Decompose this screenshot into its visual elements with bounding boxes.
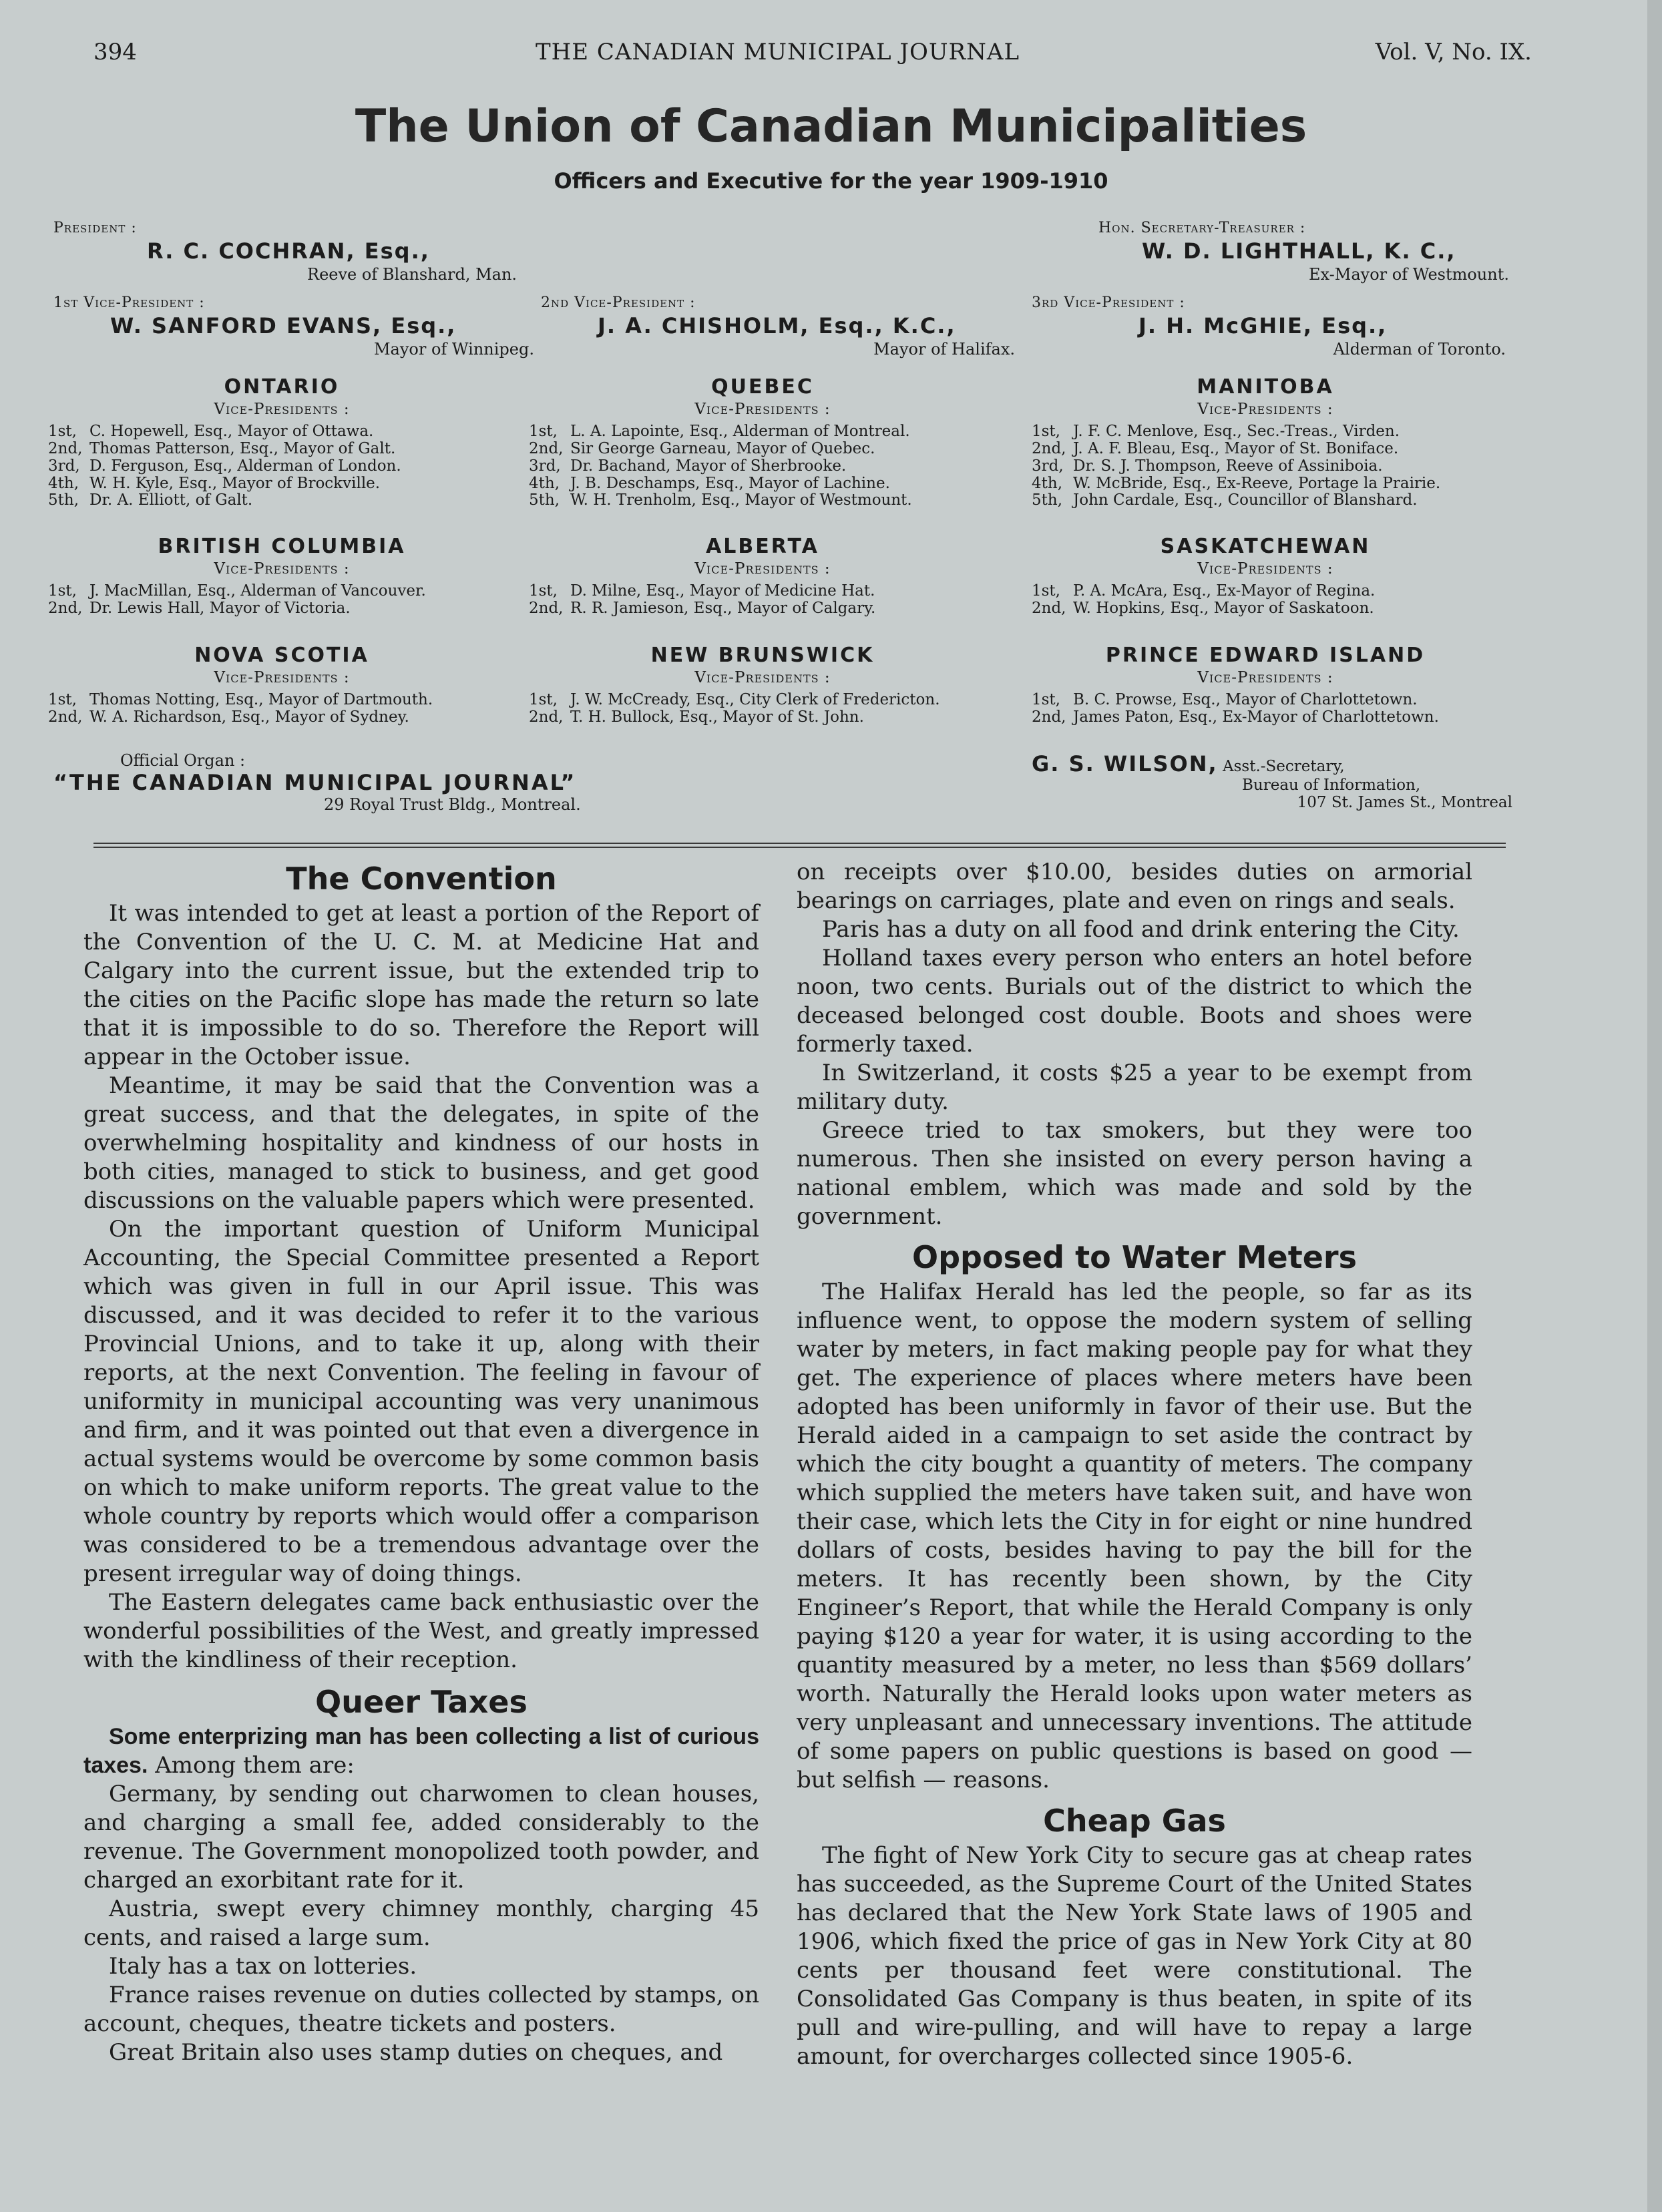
paragraph: Italy has a tax on lotteries. (109, 1953, 417, 1980)
president-name: R. C. COCHRAN, Esq., (147, 238, 430, 264)
vp-label: Vice-Presidents : (214, 560, 350, 578)
vp-row: 1st, B. C. Prowse, Esq., Mayor of Charlottetown. (1032, 691, 1418, 709)
vp2-block (541, 294, 1015, 359)
asst-secretary-address: 107 St. James St., Montreal (1297, 794, 1512, 811)
secretary-treasurer-role: Hon. Secretary-Treasurer : (1098, 220, 1306, 236)
vp-row: 1st, C. Hopewell, Esq., Mayor of Ottawa. (48, 423, 374, 441)
paragraph: France raises revenue on duties collected by stamps, on account, cheques, theatre tickets and posters. (83, 1982, 759, 2037)
journal-title: THE CANADIAN MUNICIPAL JOURNAL (535, 39, 1020, 65)
vp-row: 3rd, Dr. Bachand, Mayor of Sherbrooke. (529, 457, 847, 475)
vp1-block (53, 294, 534, 359)
vp-label: Vice-Presidents : (1197, 560, 1333, 578)
heading-convention: The Convention (286, 861, 557, 897)
masthead-title: The Union of Canadian Municipalities (355, 100, 1307, 153)
paragraph: The fight of New York City to secure gas at cheap rates has succeeded, as the Supreme Court of the United States has declared that the New York State laws of 1905 and 1906, which fixed the price of gas in New York City at 80 cents per thousand feet were constitutional. The Consolidated Gas Company is thus beaten, in spite of its pull and wire-pulling, and will have to repay a large amount, for overcharges collected since 1905-6. (797, 1842, 1472, 2070)
paragraph: The Eastern delegates came back enthusiastic over the wonderful possibilities of the West, and greatly impressed with the kindliness of their reception. (83, 1589, 759, 1673)
paragraph: Paris has a duty on all food and drink entering the City. (822, 916, 1460, 943)
official-organ-label: Official Organ : (120, 751, 246, 770)
president-title: Reeve of Blanshard, Man. (307, 264, 517, 284)
province-name: SASKATCHEWAN (1160, 535, 1371, 558)
vp-row: 5th, W. H. Trenholm, Esq., Mayor of Westmount. (529, 491, 912, 509)
vp-row: 2nd, R. R. Jamieson, Esq., Mayor of Calgary. (529, 600, 876, 618)
asst-secretary-dept: Bureau of Information, (1242, 777, 1421, 794)
vp-label: Vice-Presidents : (694, 668, 831, 686)
vp-row: 1st, J. MacMillan, Esq., Alderman of Vancouver. (48, 582, 426, 600)
province-ontario (48, 376, 515, 509)
province-name: NOVA SCOTIA (194, 644, 369, 667)
asst-secretary-role: Asst.-Secretary, (1223, 758, 1345, 775)
official-organ-name: “THE CANADIAN MUNICIPAL JOURNAL” (53, 770, 577, 795)
volume-number: Vol. V, No. IX. (1375, 39, 1532, 65)
vp-row: 2nd, Thomas Patterson, Esq., Mayor of Galt. (48, 440, 396, 458)
paragraph: Meantime, it may be said that the Convention was a great success, and that the delegates, in spite of the overwhelming hospitality and kindness of our hosts in both cities, managed to stick to business, and get good discussions on the valuable papers which were presented. (83, 1072, 759, 1214)
vp3-role: 3rd Vice-President : (1032, 294, 1185, 311)
paragraph: It was intended to get at least a portion of the Report of the Convention of the U. C. M. at Medicine Hat and Calgary into the current issue, but the extended trip to the cities on the Pacific slope has made the return so late that it is impossible to do so. Therefore the Report will appear in the October issue. (83, 900, 759, 1070)
vp-row: 2nd, Sir George Garneau, Mayor of Quebec. (529, 440, 875, 458)
president-block (53, 219, 517, 284)
vp-label: Vice-Presidents : (694, 560, 831, 578)
province-name: ONTARIO (224, 375, 340, 399)
vp-row: 2nd, W. A. Richardson, Esq., Mayor of Sydney. (48, 708, 409, 726)
vp-row: 2nd, Dr. Lewis Hall, Mayor of Victoria. (48, 600, 351, 618)
paragraph: On the important question of Uniform Municipal Accounting, the Special Committee presented a Report which was given in full in our April issue. This was discussed, and it was decided to refer it to the various Provincial Unions, and to take it up, along with their reports, at the next Convention. The feeling in favour of uniformity in municipal accounting was very unanimous and firm, and it was pointed out that even a divergence in actual systems would be overcome by some common basis on which to make uniform reports. The great value to the whole country by reports which would offer a comparison was considered to be a tremendous advantage over the present irregular way of doing things. (83, 1216, 759, 1587)
section-divider (93, 843, 1506, 844)
secretary-treasurer-block (1028, 219, 1509, 284)
vp-row: 1st, D. Milne, Esq., Mayor of Medicine Hat. (529, 582, 875, 600)
vp-label: Vice-Presidents : (1197, 400, 1333, 418)
vp-row: 2nd, J. A. F. Bleau, Esq., Mayor of St. Boniface. (1032, 440, 1399, 458)
vp-row: 4th, W. H. Kyle, Esq., Mayor of Brockville. (48, 474, 381, 492)
secretary-treasurer-name: W. D. LIGHTHALL, K. C., (1142, 238, 1456, 264)
vp3-block (1032, 294, 1506, 359)
province-name: BRITISH COLUMBIA (158, 535, 406, 558)
paragraph: In Switzerland, it costs $25 a year to be exempt from military duty. (797, 1060, 1472, 1115)
province-new-brunswick (529, 644, 996, 726)
vp-row: 5th, Dr. A. Elliott, of Galt. (48, 491, 253, 509)
lead-text: Some enterprizing man has been collecting a list of curious taxes. (83, 1724, 759, 1778)
official-organ-block (53, 751, 641, 814)
page-edge (1647, 0, 1662, 2212)
paragraph: The Halifax Herald has led the people, so far as its influence went, to oppose the modern system of selling water by meters, in fact making people pay for what they get. The experience of places where meters have been adopted has been uniformly in favor of their use. But the Herald aided in a campaign to set aside the contract by which the city bought a quantity of meters. The company which supplied the meters have taken suit, and have won their case, which lets the City in for eight or nine hundred dollars of costs, besides having to pay the bill for the meters. It has recently been shown, by the City Engineer’s Report, that while the Herald Company is only paying $120 a year for water, it is using according to the quantity measured by a meter, no less than $569 dollars’ worth. Naturally the Herald looks upon water meters as very unpleasant and unnecessary inventions. The attitude of some papers on public questions is based on good — but selfish — reasons. (797, 1279, 1472, 1793)
left-column (83, 858, 759, 2067)
paragraph: on receipts over $10.00, besides duties on armorial bearings on carriages, plate and even on rings and seals. (797, 859, 1472, 914)
paragraph: Great Britain also uses stamp duties on cheques, and (109, 2039, 723, 2066)
vp-row: 3rd, Dr. S. J. Thompson, Reeve of Assiniboia. (1032, 457, 1383, 475)
province-quebec (529, 376, 996, 509)
vp2-title: Mayor of Halifax. (873, 339, 1015, 359)
vp3-title: Alderman of Toronto. (1333, 339, 1506, 359)
vp-row: 2nd, W. Hopkins, Esq., Mayor of Saskatoon. (1032, 600, 1374, 618)
vp3-name: J. H. McGHIE, Esq., (1138, 312, 1388, 339)
vp-row: 1st, Thomas Notting, Esq., Mayor of Dartmouth. (48, 691, 433, 709)
vp-row: 4th, W. McBride, Esq., Ex-Reeve, Portage la Prairie. (1032, 474, 1441, 492)
section-divider (93, 847, 1506, 848)
vp-row: 2nd, T. H. Bullock, Esq., Mayor of St. John. (529, 708, 864, 726)
vp-row: 5th, John Cardale, Esq., Councillor of Blanshard. (1032, 491, 1418, 509)
vp2-role: 2nd Vice-President : (541, 294, 696, 311)
province-name: QUEBEC (711, 375, 814, 399)
vp-row: 1st, L. A. Lapointe, Esq., Alderman of Montreal. (529, 423, 910, 441)
secretary-treasurer-title: Ex-Mayor of Westmount. (1309, 264, 1509, 284)
vp-label: Vice-Presidents : (1197, 668, 1333, 686)
paragraph: Some enterprizing man has been collecting a list of curious taxes. Among them are: (83, 1724, 759, 1779)
masthead-subtitle: Officers and Executive for the year 1909-1910 (554, 168, 1108, 194)
asst-secretary-name: G. S. WILSON, (1032, 751, 1218, 777)
president-role: President : (53, 220, 137, 236)
vp-row: 4th, J. B. Deschamps, Esq., Mayor of Lachine. (529, 474, 890, 492)
province-name: ALBERTA (706, 535, 819, 558)
heading-water-meters: Opposed to Water Meters (912, 1239, 1357, 1275)
vp-row: 2nd, James Paton, Esq., Ex-Mayor of Charlottetown. (1032, 708, 1439, 726)
vp-row: 1st, J. F. C. Menlove, Esq., Sec.-Treas., Virden. (1032, 423, 1400, 441)
page-number: 394 (93, 39, 137, 65)
province-name: NEW BRUNSWICK (650, 644, 875, 667)
province-name: MANITOBA (1197, 375, 1334, 399)
heading-cheap-gas: Cheap Gas (1043, 1803, 1226, 1839)
paragraph: Holland taxes every person who enters an hotel before noon, two cents. Burials out of the district to which the deceased belonged cost double. Boots and shoes were formerly taxed. (797, 945, 1472, 1058)
right-column (797, 858, 1472, 2071)
vp-label: Vice-Presidents : (694, 400, 831, 418)
paragraph: Greece tried to tax smokers, but they were too numerous. Then she insisted on every person having a national emblem, which was made and sold by the government. (797, 1117, 1472, 1230)
vp1-role: 1st Vice-President : (53, 294, 205, 311)
province-nova-scotia (48, 644, 515, 726)
province-alberta (529, 535, 996, 618)
vp2-name: J. A. CHISHOLM, Esq., K.C., (598, 312, 956, 339)
paragraph: Germany, by sending out charwomen to clean houses, and charging a small fee, added considerably to the revenue. The Government monopolized tooth powder, and charged an exorbitant rate for it. (83, 1781, 759, 1894)
vp-label: Vice-Presidents : (214, 400, 350, 418)
province-british-columbia (48, 535, 515, 618)
province-manitoba (1032, 376, 1499, 509)
province-name: PRINCE EDWARD ISLAND (1105, 644, 1426, 667)
vp-row: 1st, J. W. McCready, Esq., City Clerk of Fredericton. (529, 691, 940, 709)
paragraph: Austria, swept every chimney monthly, charging 45 cents, and raised a large sum. (83, 1896, 759, 1951)
heading-queer-taxes: Queer Taxes (315, 1684, 528, 1720)
vp-label: Vice-Presidents : (214, 668, 350, 686)
vp1-name: W. SANFORD EVANS, Esq., (110, 312, 457, 339)
running-head (93, 39, 1532, 72)
vp1-title: Mayor of Winnipeg. (373, 339, 534, 359)
vp-row: 3rd, D. Ferguson, Esq., Alderman of London. (48, 457, 401, 475)
vp-row: 1st, P. A. McAra, Esq., Ex-Mayor of Regina. (1032, 582, 1376, 600)
official-organ-address: 29 Royal Trust Bldg., Montreal. (324, 795, 581, 814)
province-prince-edward-island (1032, 644, 1499, 726)
province-saskatchewan (1032, 535, 1499, 618)
asst-secretary-block (1032, 751, 1512, 811)
